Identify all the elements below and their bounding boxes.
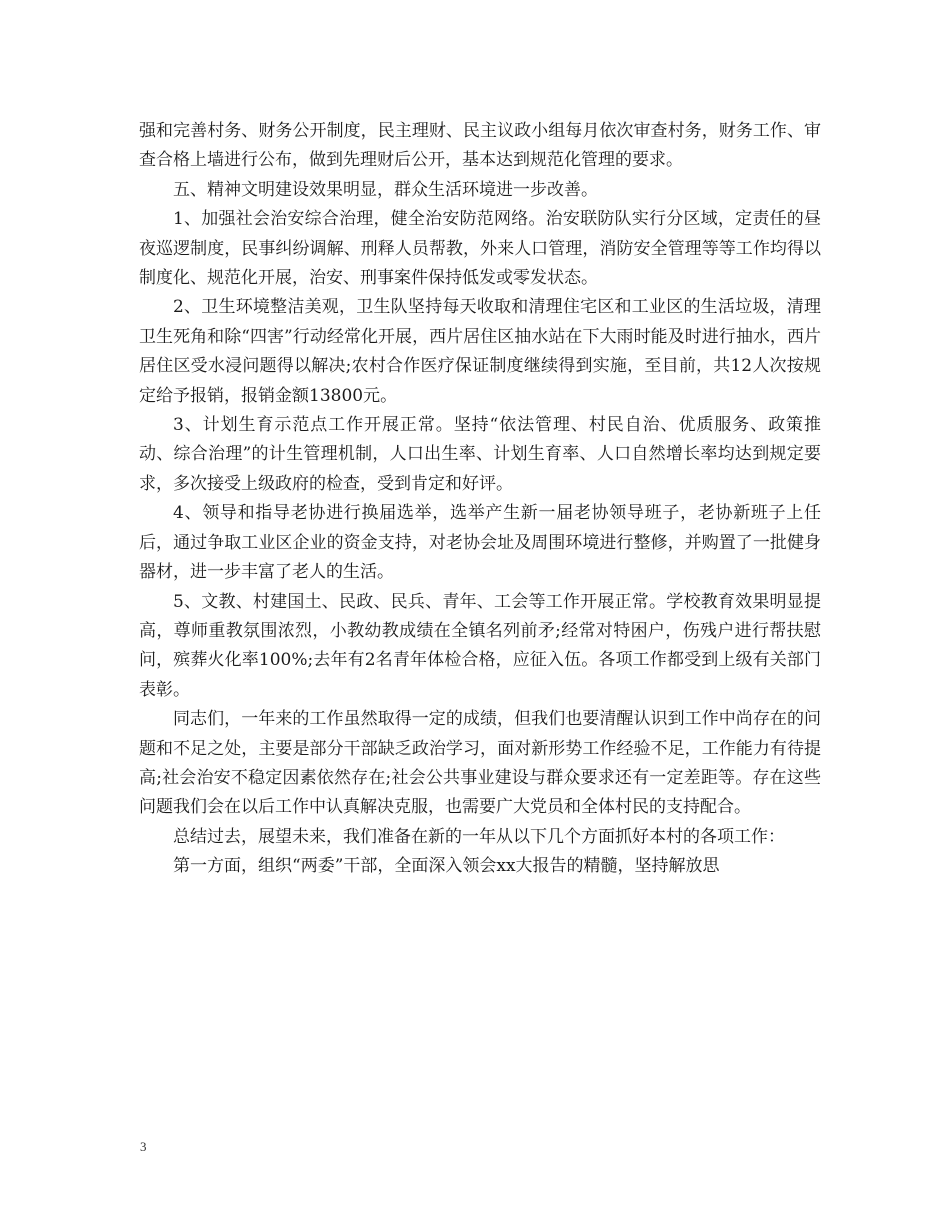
document-body <box>139 117 821 882</box>
paragraph-first-aspect: 第一方面，组织“两委”干部，全面深入领会xx大报告的精髓，坚持解放思 <box>173 856 720 877</box>
page-number: 3 <box>140 1139 147 1154</box>
paragraph-item-1: 1、加强社会治安综合治理，健全治安防范网络。治安联防队实行分区域，定责任的昼夜巡逻制度，民事纠纷调解、刑释人员帮教，外来人口管理，消防安全管理等等工作均得以制度化、规范化开展，治安、刑事案件保持低发或零发状态。 <box>139 209 821 289</box>
paragraph-outlook: 总结过去，展望未来，我们准备在新的一年从以下几个方面抓好本村的各项工作： <box>173 826 785 847</box>
paragraph-item-3: 3、计划生育示范点工作开展正常。坚持“依法管理、村民自治、优质服务、政策推动、综合治理”的计生管理机制，人口出生率、计划生育率、人口自然增长率均达到规定要求，多次接受上级政府的检查，受到肯定和好评。 <box>139 415 821 494</box>
paragraph-item-5: 5、文教、村建国土、民政、民兵、青年、工会等工作开展正常。学校教育效果明显提高，尊师重教氛围浓烈，小教幼教成绩在全镇名列前矛;经常对特困户，伤残户进行帮扶慰问，殡葬火化率100%;去年有2名青年体检合格，应征入伍。各项工作都受到上级有关部门表彰。 <box>139 591 821 700</box>
section-heading-five: 五、精神文明建设效果明显，群众生活环境进一步改善。 <box>173 179 598 200</box>
paragraph-problems: 同志们，一年来的工作虽然取得一定的成绩，但我们也要清醒认识到工作中尚存在的问题和不足之处，主要是部分干部缺乏政治学习，面对新形势工作经验不足，工作能力有待提高;社会治安不稳定因素依然存在;社会公共事业建设与群众要求还有一定差距等。存在这些问题我们会在以后工作中认真解决克服，也需要广大党员和全体村民的支持配合。 <box>139 709 821 818</box>
paragraph-continuation: 强和完善村务、财务公开制度，民主理财、民主议政小组每月依次审查村务，财务工作、审查合格上墙进行公布，做到先理财后公开，基本达到规范化管理的要求。 <box>139 121 821 171</box>
paragraph-item-2: 2、卫生环境整洁美观，卫生队坚持每天收取和清理住宅区和工业区的生活垃圾，清理卫生死角和除“四害”行动经常化开展，西片居住区抽水站在下大雨时能及时进行抽水，西片居住区受水浸问题得以解决;农村合作医疗保证制度继续得到实施，至目前，共12人次按规定给予报销，报销金额13800元。 <box>139 297 821 406</box>
paragraph-item-4: 4、领导和指导老协进行换届选举，选举产生新一届老协领导班子，老协新班子上任后，通过争取工业区企业的资金支持，对老协会址及周围环境进行整修，并购置了一批健身器材，进一步丰富了老人的生活。 <box>139 503 821 583</box>
